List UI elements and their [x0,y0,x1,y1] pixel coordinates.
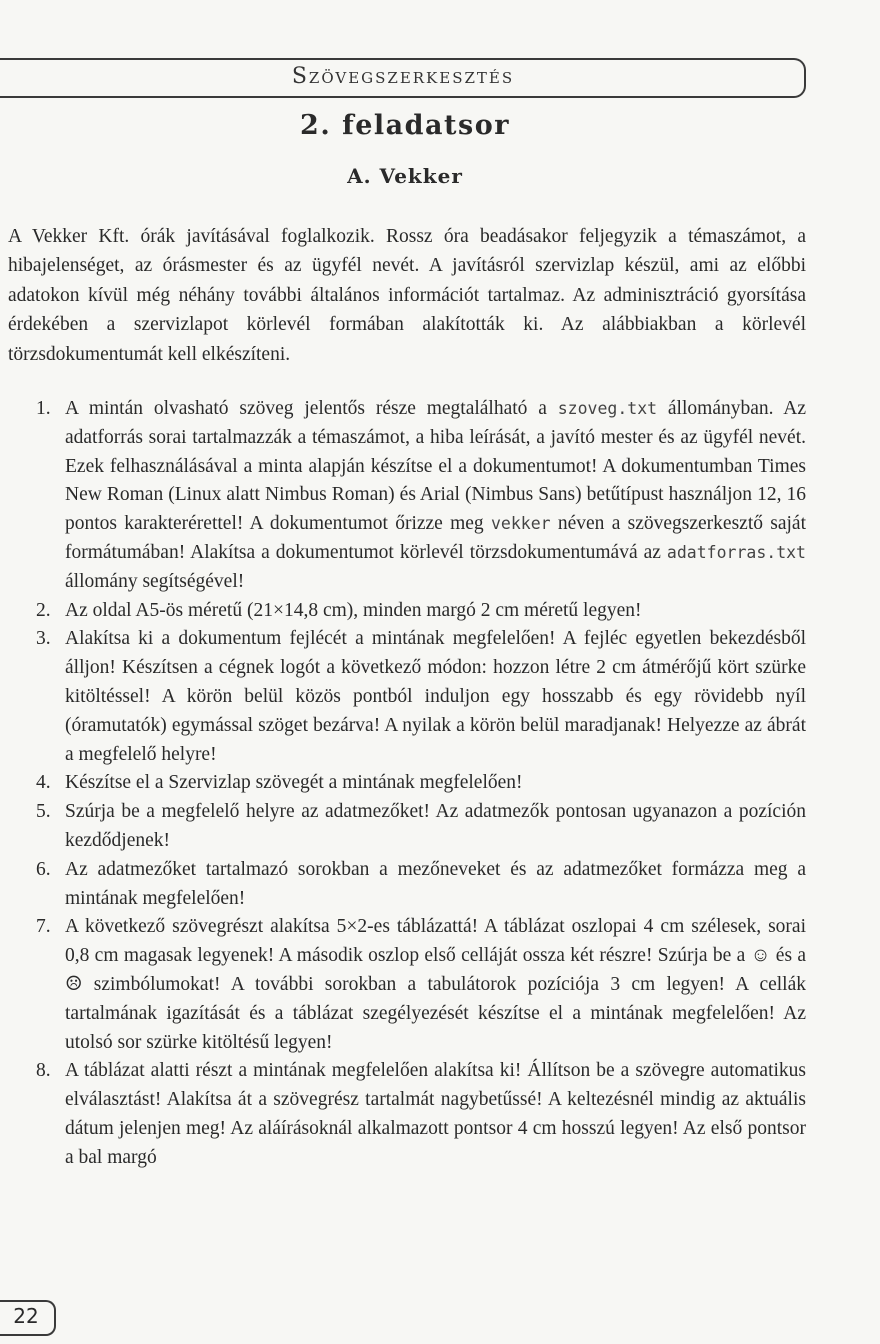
task-list [36,395,806,1173]
task-text-part: állományban. Az adatforrás sorai tartalmazzák a témaszámot, a hiba leírását, a javító mester és az ügyfél nevét. Ezek felhasználásával a minta alapján készítse el a dokumentumot! A dokumentumban Times New Roman (Linux alatt Nimbus Roman) és Arial (Nimbus Sans) betűtípust használjon 12, 16 pontos karakterérettel! A dokumentumot őrizze meg [65,398,806,535]
task-number: 5. [36,801,51,823]
task-text: A következő szövegrészt alakítsa 5×2-es táblázattá! A táblázat oszlopai 4 cm szélesek, sorai 0,8 cm magasak legyenek! A második oszlop első celláját ossza két részre! Szúrja be a ☺ és a ☹ szimbólumokat! A további sorokban a tabulátorok pozíciója 3 cm legyen! A cellák tartalmának igazítását és a táblázat szegélyezését készítse el a mintának megfelelően! Az utolsó sor szürke kitöltésű legyen! [65,916,806,1053]
task-text-part: néven a szövegszerkesztő saját formátumában! Alakítsa a dokumentumot körlevél törzsdokumentumává az [65,513,806,563]
task-text: A táblázat alatti részt a mintának megfelelően alakítsa ki! Állítson be a szövegre automatikus elválasztást! Alakítsa át a szövegrész tartalmát nagybetűssé! A keltezésnél mindig az aktuális dátum jelenjen meg! Az aláírásoknál alkalmazott pontsor 4 cm hosszú legyen! Az első pontsor a bal margó [65,1060,806,1168]
task-number: 7. [36,916,51,938]
section-title: A. Vekker [347,164,463,188]
task-text [65,395,806,597]
task-item [36,913,806,1057]
chapter-header: Szövegszerkesztés [291,64,515,89]
task-text: Készítse el a Szervizlap szövegét a mintának megfelelően! [65,772,523,794]
task-text: Alakítsa ki a dokumentum fejlécét a mintának megfelelően! A fejléc egyetlen bekezdésből álljon! Készítsen a cégnek logót a következő módon: hozzon létre 2 cm átmérőjű kört szürke kitöltéssel! A körön belül közös pontból induljon egy hosszabb és egy rövidebb nyíl (óramutatók) egymással szöget bezárva! A nyilak a körön belül maradjanak! Helyezze az ábrát a megfelelő helyre! [65,628,806,765]
task-number: 1. [36,398,51,419]
task-number: 4. [36,772,51,794]
filename-szoveg: szoveg.txt [557,399,658,418]
task-number: 8. [36,1060,51,1082]
task-number: 2. [36,599,51,621]
task-number: 6. [36,858,51,880]
task-item [36,395,806,597]
task-text: Az oldal A5-ös méretű (21×14,8 cm), minden margó 2 cm méretű legyen! [65,599,642,621]
task-item [36,856,806,914]
task-item [36,769,806,798]
filename-vekker: vekker [490,514,551,534]
task-item [36,597,806,626]
task-text-part: A mintán olvasható szöveg jelentős része megtalálható a [65,398,558,419]
task-text-part: állomány segítségével! [65,570,245,592]
intro-paragraph: A Vekker Kft. órák javításával foglalkozik. Rossz óra beadásakor feljegyzik a témaszámot, a hibajelenséget, az órásmester és az ügyfél nevét. A javításról szervizlap készül, ami az előbbi adatokon kívül még néhány további általános információt tartalmaz. Az adminisztráció gyorsítása érdekében a szervizlapot körlevél formában alakították ki. Az alábbiakban a körlevél törzsdokumentumát kell elkészíteni. [8,226,806,365]
page-number: 22 [13,1304,39,1328]
task-item [36,625,806,769]
task-text: Szúrja be a megfelelő helyre az adatmezőket! Az adatmezők pontosan ugyanazon a pozíción kezdődjenek! [65,801,806,851]
task-number: 3. [36,628,51,650]
task-item [36,798,806,856]
task-text: Az adatmezőket tartalmazó sorokban a mezőneveket és az adatmezőket formázza meg a mintának megfelelően! [65,858,806,909]
task-item [36,1057,806,1172]
sheet-title: 2. feladatsor [300,110,510,141]
filename-adatforras: adatforras.txt [666,542,806,562]
